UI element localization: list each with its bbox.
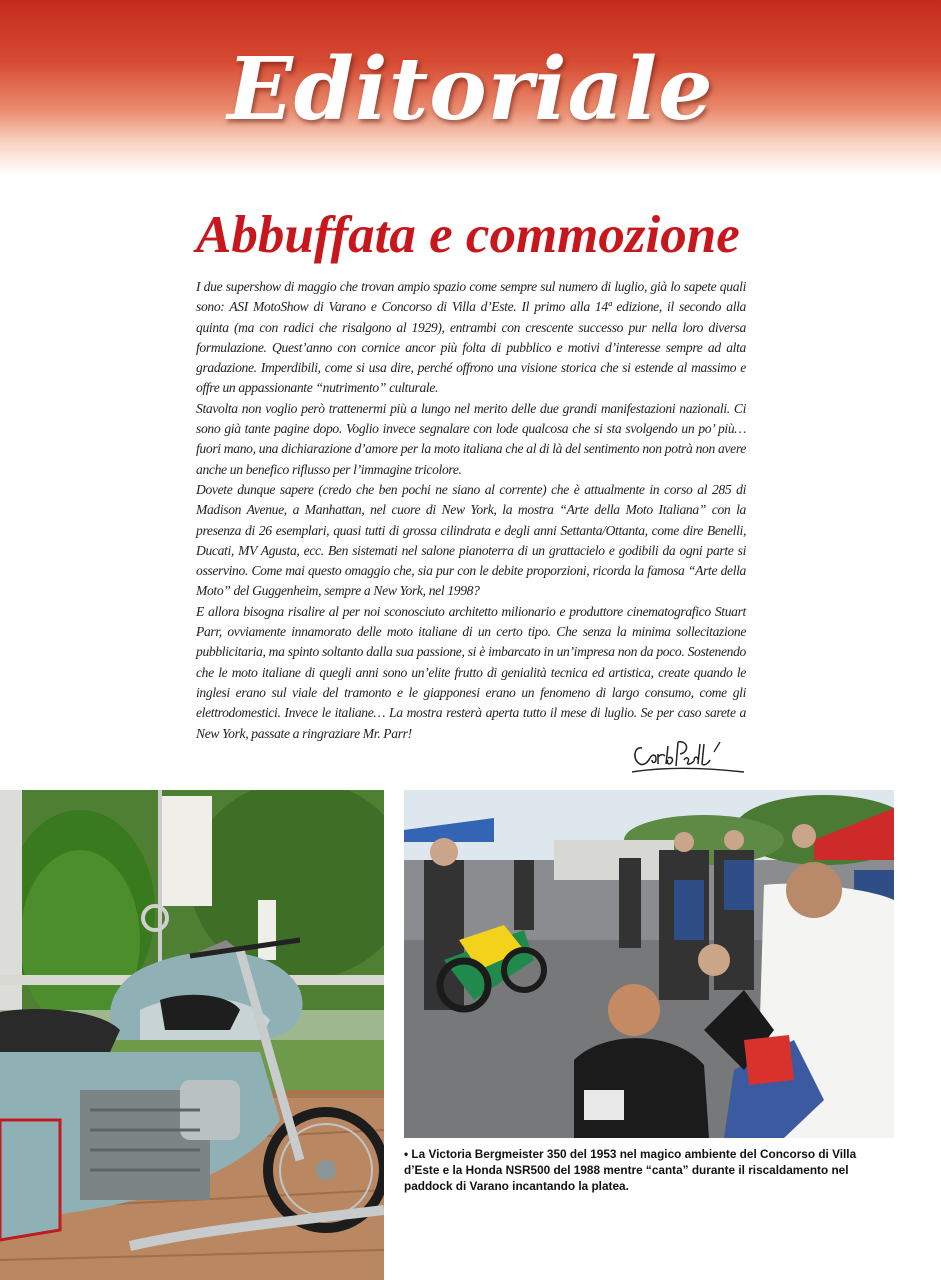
article-paragraph: Dovete dunque sapere (credo che ben pochi ne siano al corrente) che è attualmente in corso al 285 di Madison Avenue, a Manhattan, nel cuore di New York, la mostra “Arte della Moto Italiana” con la presenza di 26 esemplari, quasi tutti di grossa cilindrata e degli anni Settanta/Ottanta, come dire Benelli, Ducati, MV Agusta, ecc. Ben sistemati nel salone pianoterra di un grattacielo e godibili da ogni parte si osservino. Come mai questo omaggio che, sia pur con le debite proporzioni, ricorda la famosa “Arte della Moto” del Guggenheim, sempre a New York, nel 1998? [196, 481, 746, 599]
photo-victoria-bergmeister [0, 790, 384, 1280]
article-headline: Abbuffata e commozione [196, 206, 740, 264]
photo-caption: • La Victoria Bergmeister 350 del 1953 nel magico ambiente del Concorso di Villa d’Este e la Honda NSR500 del 1988 mentre “canta” durante il riscaldamento nel paddock di Varano incantando la platea. [404, 1147, 857, 1193]
author-signature [628, 734, 748, 782]
article-paragraph: Stavolta non voglio però trattenermi più a lungo nel merito delle due grandi manifestazioni nazionali. Ci sono già tante pagine dopo. Voglio invece segnalare con lode qualcosa che si sta svolgendo un po’ più… fuori mano, una dichiarazione d’amore per la moto italiana che al di là del sentimento non potrà non avere anche un benefico riflusso per l’immagine tricolore. [196, 400, 746, 477]
article-paragraph: I due supershow di maggio che trovan ampio spazio come sempre sul numero di luglio, già lo sapete quali sono: ASI MotoShow di Varano e Concorso di Villa d’Este. Il primo alla 14ª edizione, il secondo alla quinta (ma con radici che risalgono al 1929), entrambi con crescente successo pur nella loro diversa formulazione. Quest’anno con cornice ancor più folta di pubblico e motivi d’interesse sempre ad alta gradazione. Imperdibili, come si usa dire, perché offrono una visione storica che si estende al massimo e offre un appassionante “nutrimento” culturale. [196, 279, 746, 396]
section-title: Editoriale [227, 39, 714, 140]
article-paragraph: E allora bisogna risalire al per noi sconosciuto architetto milionario e produttore cinematografico Stuart Parr, ovviamente innamorato delle moto italiane di un certo tipo. Che senza la minima sollecitazione pubblicitaria, ma spinto soltanto dalla sua passione, si è imbarcato in un’impresa non da poco. Sostenendo che le moto italiane di quegli anni sono un’elite frutto di genialità tecnica ed artistica, create quando le inglesi erano sul viale del tramonto e le giapponesi erano un fenomeno di largo consumo, come gli elettrodomestici. Invece le italiane… La mostra resterà aperta tutto il mese di luglio. Se per caso sarete a New York, passate a ringraziare Mr. Parr! [196, 603, 746, 741]
article-body [196, 277, 746, 744]
photo-honda-nsr500 [404, 790, 894, 1138]
